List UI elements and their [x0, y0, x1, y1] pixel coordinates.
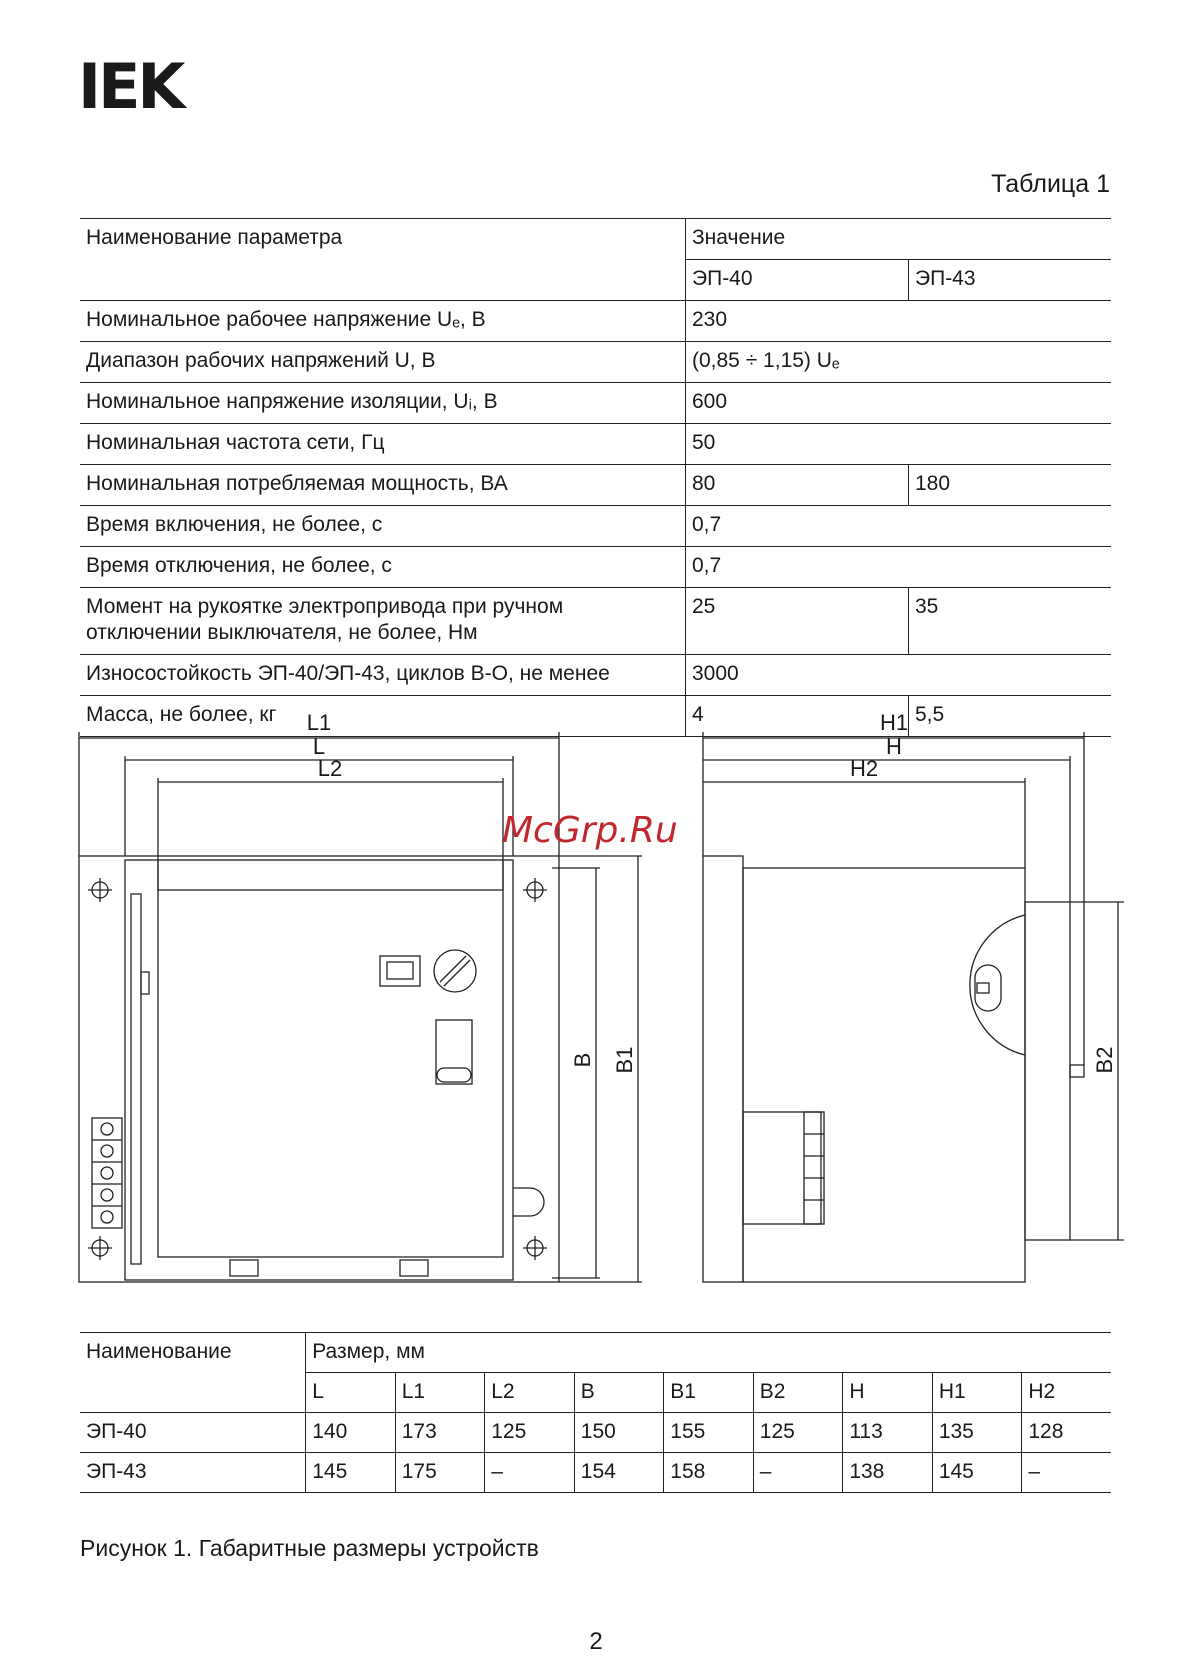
front-view-outline — [79, 856, 559, 1282]
dims-cell: – — [485, 1453, 575, 1493]
dimensions-table — [80, 1332, 1111, 1493]
watermark-text: McGrp.Ru — [502, 810, 678, 851]
dim-label-B2: B2 — [1092, 1046, 1117, 1074]
dims-row-name: ЭП-43 — [80, 1453, 306, 1493]
dim-label-L: L — [312, 734, 326, 759]
figure-caption: Рисунок 1. Габаритные размеры устройств — [80, 1535, 539, 1561]
param-name: Износостойкость ЭП-40/ЭП-43, циклов В-О, не менее — [80, 655, 686, 696]
dims-col: L — [306, 1373, 396, 1413]
param-value: 230 — [686, 301, 1112, 342]
dim-label-B: B — [570, 1052, 595, 1068]
dims-row-name: ЭП-40 — [80, 1413, 306, 1453]
table-caption: Таблица 1 — [991, 170, 1110, 198]
table-row — [80, 506, 1111, 547]
dims-cell: 150 — [574, 1413, 664, 1453]
dims-cell: 125 — [753, 1413, 843, 1453]
dims-cell: 128 — [1022, 1413, 1111, 1453]
dims-cell: 155 — [664, 1413, 754, 1453]
dims-col: B2 — [753, 1373, 843, 1413]
dims-col: B — [574, 1373, 664, 1413]
table-header-row — [80, 219, 1111, 260]
mounting-hole-icon — [523, 878, 547, 902]
header-param: Наименование параметра — [80, 219, 686, 301]
param-value-b: 5,5 — [909, 696, 1112, 737]
model-a: ЭП-40 — [686, 260, 909, 301]
param-name: Номинальная потребляемая мощность, ВА — [80, 465, 686, 506]
dims-cell: 145 — [306, 1453, 396, 1493]
table-row — [80, 1453, 1111, 1493]
dim-label-L2: L2 — [317, 756, 343, 781]
dim-label-L1: L1 — [306, 710, 332, 735]
table-row — [80, 1413, 1111, 1453]
param-name: Время включения, не более, с — [80, 506, 686, 547]
param-value: 600 — [686, 383, 1112, 424]
table-row — [80, 465, 1111, 506]
mounting-hole-icon — [88, 1236, 112, 1260]
param-name: Номинальное рабочее напряжение Uₑ, В — [80, 301, 686, 342]
dims-col: H1 — [932, 1373, 1022, 1413]
parameters-table — [80, 218, 1111, 737]
dims-header-row — [80, 1333, 1111, 1373]
dims-cell: 125 — [485, 1413, 575, 1453]
dims-cell: 158 — [664, 1453, 754, 1493]
dims-cell: 140 — [306, 1413, 396, 1453]
dims-cell: – — [753, 1453, 843, 1493]
dim-label-H1: H1 — [879, 710, 909, 735]
param-name: Номинальная частота сети, Гц — [80, 424, 686, 465]
table-row — [80, 342, 1111, 383]
dim-label-H2: H2 — [849, 756, 879, 781]
table-row — [80, 301, 1111, 342]
table-row — [80, 588, 1111, 655]
dim-label-H: H — [886, 734, 902, 759]
dims-cell: 145 — [932, 1453, 1022, 1493]
dims-header-name: Наименование — [80, 1333, 306, 1413]
mounting-hole-icon — [523, 1236, 547, 1260]
param-value-a: 25 — [686, 588, 909, 655]
table-row — [80, 655, 1111, 696]
table-row — [80, 424, 1111, 465]
dims-col: H2 — [1022, 1373, 1111, 1413]
param-name: Масса, не более, кг — [80, 696, 686, 737]
dims-col: H — [843, 1373, 933, 1413]
param-value: 50 — [686, 424, 1112, 465]
header-value: Значение — [686, 219, 1112, 260]
side-terminal-icon — [743, 1112, 824, 1224]
param-value-a: 4 — [686, 696, 909, 737]
selector-knob-icon — [434, 950, 476, 992]
table-row — [80, 696, 1111, 737]
param-name: Время отключения, не более, с — [80, 547, 686, 588]
param-name: Момент на рукоятке электропривода при ручном отключении выключателя, не более, Нм — [80, 588, 686, 655]
dims-cell: 113 — [843, 1413, 933, 1453]
param-value-b: 35 — [909, 588, 1112, 655]
dims-col: L2 — [485, 1373, 575, 1413]
param-name: Диапазон рабочих напряжений U, В — [80, 342, 686, 383]
param-value: 0,7 — [686, 547, 1112, 588]
side-view-outline — [703, 856, 743, 1282]
dims-cell: 135 — [932, 1413, 1022, 1453]
dims-col: B1 — [664, 1373, 754, 1413]
table-row — [80, 547, 1111, 588]
terminal-block-icon — [92, 1118, 122, 1228]
table-row — [80, 383, 1111, 424]
param-value: (0,85 ÷ 1,15) Uₑ — [686, 342, 1112, 383]
param-value: 3000 — [686, 655, 1112, 696]
mounting-hole-icon — [88, 878, 112, 902]
dims-cell: 175 — [395, 1453, 485, 1493]
param-value: 0,7 — [686, 506, 1112, 547]
dims-cell: – — [1022, 1453, 1111, 1493]
dims-header-size: Размер, мм — [306, 1333, 1111, 1373]
param-value-a: 80 — [686, 465, 909, 506]
dims-cell: 173 — [395, 1413, 485, 1453]
model-b: ЭП-43 — [909, 260, 1112, 301]
param-name: Номинальное напряжение изоляции, Uᵢ, В — [80, 383, 686, 424]
dims-col: L1 — [395, 1373, 485, 1413]
page-number: 2 — [589, 1628, 603, 1655]
param-value-b: 180 — [909, 465, 1112, 506]
iek-logo: IEK — [78, 50, 183, 123]
dims-cell: 154 — [574, 1453, 664, 1493]
dims-cell: 138 — [843, 1453, 933, 1493]
dim-label-B1: B1 — [612, 1046, 637, 1074]
